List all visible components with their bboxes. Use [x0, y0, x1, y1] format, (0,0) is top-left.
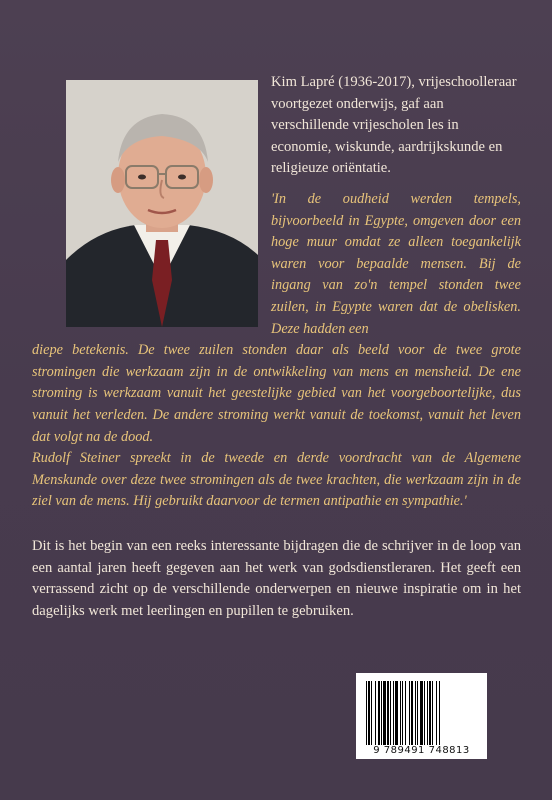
barcode-bar: [432, 681, 433, 745]
quote-paragraph-bottom: Rudolf Steiner spreekt in de tweede en derde voordracht van de Algemene Menskunde over deze twee stromingen als de twee krachten, die werkzaam zijn in de ziel van de mens. Hij gebruikt daarvoor de termen antipathie en sympathie.': [32, 450, 521, 510]
barcode-bar: [424, 681, 425, 745]
author-bio: Kim Lapré (1936-2017), vrijeschoolleraar voortgezet onderwijs, gaf aan verschillende vrijescholen les in economie, wiskunde, aardrijkskunde en religieuze oriëntatie.: [271, 74, 517, 177]
barcode-bars: [366, 681, 477, 745]
barcode-bar: [381, 681, 382, 745]
book-blurb: Dit is het begin van een reeks interessante bijdragen die de schrijver in de loop van een aantal jaren heeft gegeven aan het werk van godsdienstleraren. Het geeft een verrassend zicht op de verschillende onderwerpen en nieuwe inspiratie om in het dagelijks werk met leerlingen en pupillen te gebruiken.: [32, 538, 521, 619]
barcode-bar: [400, 681, 401, 745]
barcode-bar: [387, 681, 389, 745]
excerpt-quote: [32, 189, 521, 513]
barcode-bar: [405, 681, 406, 745]
barcode: [356, 673, 487, 759]
barcode-bar: [409, 681, 410, 745]
barcode-bar: [411, 681, 413, 745]
barcode-bar: [393, 681, 394, 745]
quote-paragraph-middle: diepe betekenis. De twee zuilen stonden daar als beeld voor de twee grote stromingen die werkzaam zijn in de ontwikkeling van mens en mensheid. De ene stroming is werkzaam vanuit het geestelijke gebied van het voorgeboortelijke, dus vanuit het verleden. De andere stroming werkt vanuit de toekomst, vanuit het leven dat volgt na de dood.: [32, 342, 521, 445]
barcode-bar: [366, 681, 367, 745]
barcode-bar: [395, 681, 398, 745]
barcode-bar: [390, 681, 391, 745]
barcode-bar: [402, 681, 403, 745]
quote-paragraph-top: 'In de oudheid werden tempels, bijvoorbeeld in Egypte, omgeven door een hoge muur omdat ze alleen toegankelijk waren voor bepaalde mensen. Bij de ingang van zo'n tempel stonden twee zuilen, in Egypte waren dat de obelisken. Deze hadden een: [271, 191, 521, 337]
barcode-bar: [378, 681, 380, 745]
barcode-bar: [375, 681, 376, 745]
barcode-bar: [439, 681, 440, 745]
barcode-bar: [436, 681, 437, 745]
barcode-bar: [420, 681, 423, 745]
isbn-number: 9 789491 748813: [373, 745, 470, 756]
barcode-bar: [368, 681, 370, 745]
barcode-bar: [429, 681, 431, 745]
barcode-bar: [383, 681, 386, 745]
barcode-bar: [371, 681, 372, 745]
barcode-bar: [415, 681, 416, 745]
barcode-bar: [417, 681, 418, 745]
barcode-bar: [427, 681, 428, 745]
